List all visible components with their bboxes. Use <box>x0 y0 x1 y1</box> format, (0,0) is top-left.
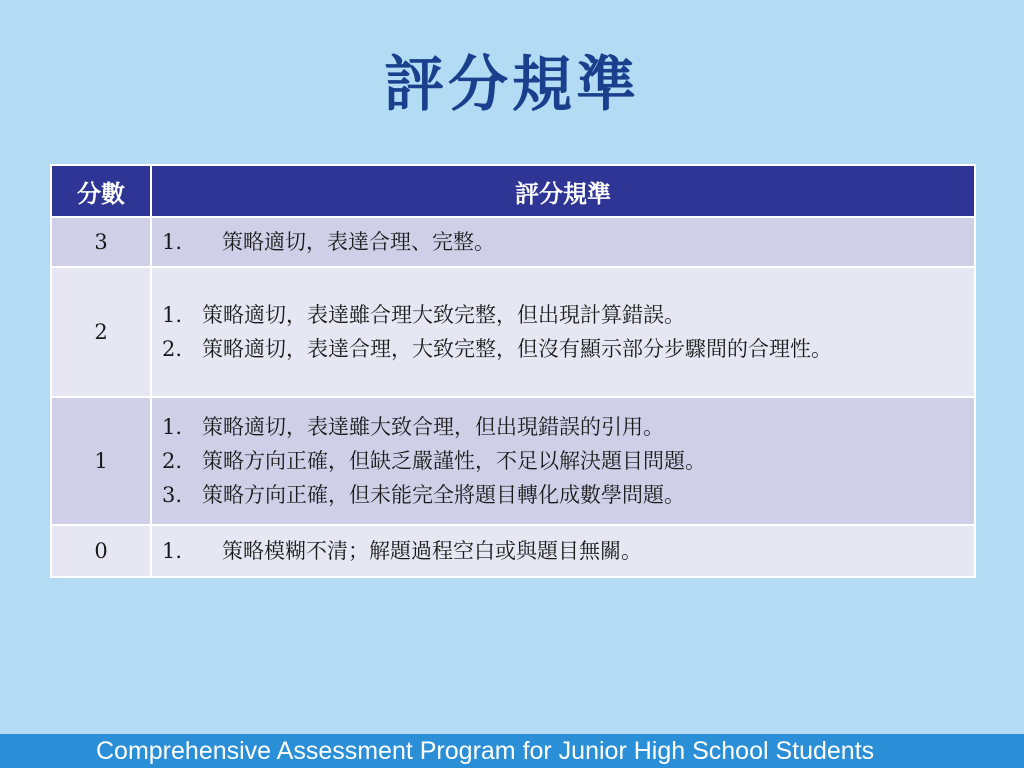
criteria-text: 策略適切，表達雖大致合理，但出現錯誤的引用。 <box>202 415 664 439</box>
table-row-score-0 <box>51 525 975 577</box>
criteria-item <box>162 444 974 478</box>
criteria-cell <box>151 397 975 525</box>
footer-bar <box>0 734 1024 768</box>
table-row-score-3 <box>51 217 975 267</box>
criteria-item <box>162 332 974 366</box>
table-row-score-1 <box>51 397 975 525</box>
score-column-header: 分數 <box>51 165 151 217</box>
table-header-row <box>51 165 975 217</box>
criteria-text: 策略方向正確，但未能完全將題目轉化成數學問題。 <box>202 483 685 507</box>
criteria-item <box>162 410 974 444</box>
criteria-number: 1. <box>162 303 183 327</box>
rubric-table <box>50 164 976 578</box>
criteria-text: 策略方向正確，但缺乏嚴謹性，不足以解決題目問題。 <box>202 449 706 473</box>
criteria-cell <box>151 217 975 267</box>
slide-title: 評分規準 <box>384 50 640 120</box>
criteria-number: 2. <box>162 337 183 361</box>
score-cell: 2 <box>51 267 151 397</box>
criteria-text: 策略適切，表達合理，大致完整，但沒有顯示部分步驟間的合理性。 <box>202 337 832 361</box>
score-cell: 0 <box>51 525 151 577</box>
criteria-number: 3. <box>162 483 183 507</box>
criteria-number: 1. <box>162 539 183 563</box>
criteria-item <box>162 534 974 568</box>
criteria-item <box>162 478 974 512</box>
table-row-score-2 <box>51 267 975 397</box>
criteria-number: 2. <box>162 449 183 473</box>
criteria-column-header: 評分規準 <box>151 165 975 217</box>
criteria-item <box>162 225 974 259</box>
criteria-number: 1. <box>162 415 183 439</box>
criteria-text: 策略模糊不清；解題過程空白或與題目無關。 <box>222 539 642 563</box>
score-cell: 3 <box>51 217 151 267</box>
criteria-text: 策略適切，表達合理、完整。 <box>222 230 495 254</box>
score-cell: 1 <box>51 397 151 525</box>
criteria-cell <box>151 525 975 577</box>
criteria-item <box>162 298 974 332</box>
criteria-text: 策略適切，表達雖合理大致完整，但出現計算錯誤。 <box>202 303 685 327</box>
criteria-cell <box>151 267 975 397</box>
criteria-number: 1. <box>162 230 183 254</box>
footer-text: Comprehensive Assessment Program for Junior High School Students <box>96 737 875 765</box>
